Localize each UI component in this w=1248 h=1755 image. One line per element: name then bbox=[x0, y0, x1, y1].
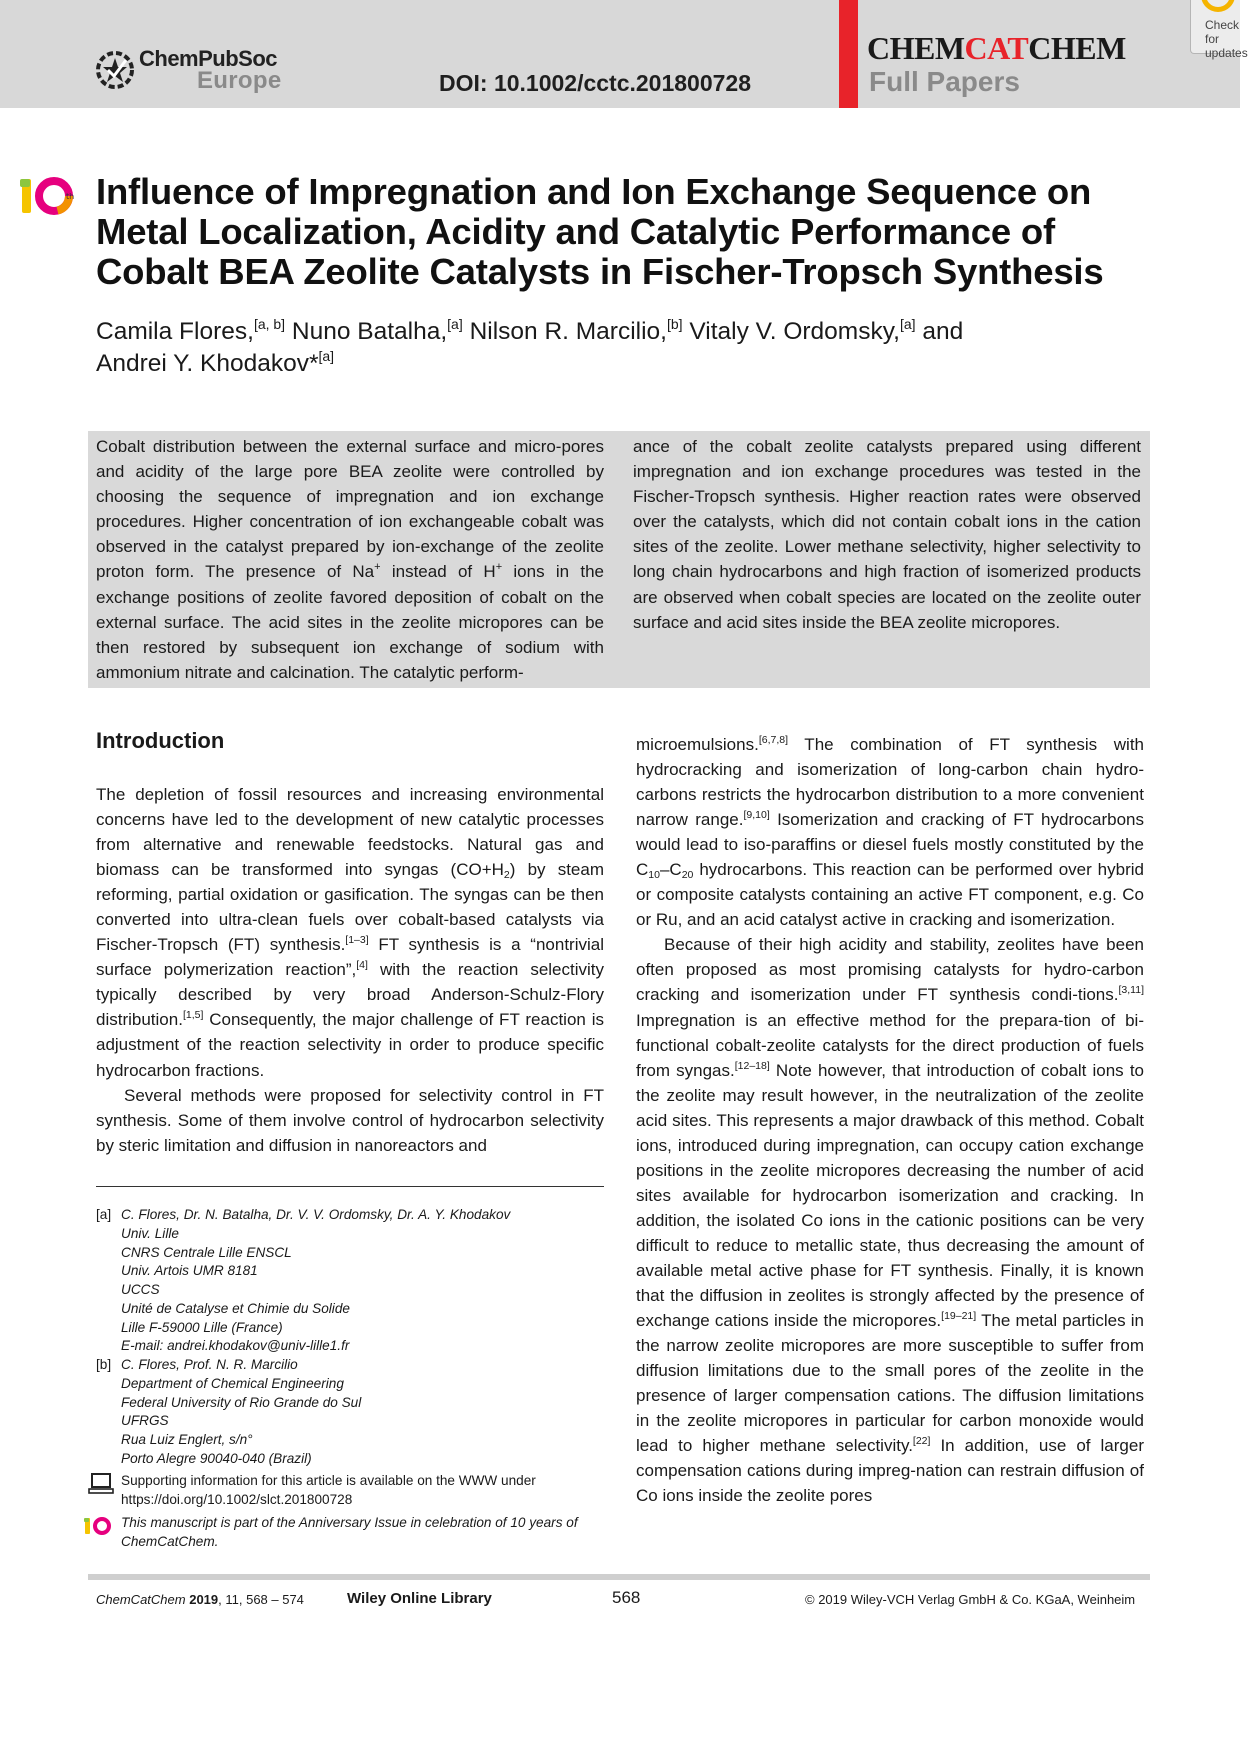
text: microemulsions. bbox=[636, 735, 759, 754]
subscript: 10 bbox=[648, 869, 660, 882]
affiliation-line: Univ. Artois UMR 8181 bbox=[121, 1263, 258, 1279]
text: The metal particles in the narrow zeolite micropores are more susceptible to suffer from diffusion limitations due to the small pores of the zeolite in the presence of larger compensation cations. The diffusion limitations in the zeolite micropores in particular for carbon monoxide would lead to higher methane selectivity. bbox=[636, 1311, 1144, 1456]
text: The depletion of fossil resources and increasing environmental concerns have led to the development of new catalytic processes from alternative and renewable feedstocks. Natural gas and biomass can be transformed into syngas (CO+H bbox=[96, 785, 604, 880]
author: Nuno Batalha, bbox=[291, 318, 448, 345]
brand-sub: Europe bbox=[197, 67, 282, 94]
abstract-left-column bbox=[96, 434, 604, 685]
anniversary-text: This manuscript is part of the Anniversary Issue in celebration of 10 years of ChemCatChem. bbox=[121, 1515, 578, 1549]
affiliation-line: UCCS bbox=[121, 1282, 160, 1297]
wiley-online-library-link[interactable]: Wiley Online Library bbox=[347, 1590, 492, 1607]
doi[interactable]: DOI: 10.1002/cctc.201800728 bbox=[439, 70, 752, 96]
accent-bar bbox=[839, 0, 858, 108]
supporting-info-note bbox=[96, 1472, 606, 1510]
affiliation-line: C. Flores, Dr. N. Batalha, Dr. V. V. Ordomsky, Dr. A. Y. Khodakov bbox=[121, 1207, 511, 1222]
text: Isomerization and cracking of FT hydrocarbons would lead to iso-paraffins or diesel fuels mostly constituted by the C bbox=[636, 810, 1145, 880]
abstract-text: Cobalt distribution between the external surface and micro-pores and acidity of the large pore BEA zeolite were controlled by choosing the sequence of impregnation and ion exchange procedures. Higher concentration of ion exchangeable cobalt was observed in the catalyst prepared by ion-exchange of the zeolite proton form. The presence of Na bbox=[96, 437, 604, 582]
section-label: Full Papers bbox=[869, 66, 1020, 97]
citation[interactable]: [9,10] bbox=[743, 809, 770, 822]
copyright: © 2019 Wiley-VCH Verlag GmbH & Co. KGaA, Weinheim bbox=[805, 1592, 1136, 1607]
text: –C bbox=[659, 860, 682, 880]
page-number: 568 bbox=[612, 1588, 641, 1607]
author: Andrei Y. Khodakov* bbox=[96, 350, 319, 377]
anniversary-10-icon bbox=[20, 176, 80, 216]
affiliation-line: C. Flores, Prof. N. R. Marcilio bbox=[121, 1357, 298, 1372]
affiliation-tag: [a] bbox=[96, 1207, 112, 1222]
text: with the reaction selectivity typically described by very broad Anderson-Schulz-Flory distribution. bbox=[96, 960, 605, 1030]
author-affiliation: [b] bbox=[666, 316, 683, 332]
author: Nilson R. Marcilio, bbox=[469, 318, 667, 345]
paragraph bbox=[96, 782, 604, 1083]
footer-citation bbox=[96, 1592, 304, 1607]
text: Note however, that introduction of cobalt ions to the zeolite may result however, in the neutralization of the zeolite acid sites. This represents a major drawback of this method. Cobalt ions, introduced during impregnation, can occupy cation exchange positions in the zeolite micropores decreasing the number of acid sites available for hydrocarbon isomerization and cracking. In addition, the isolated Co ions in the cationic positions can be very difficult to reduce to metallic state, thus decreasing the amount of available metal active phase for FT synthesis. Finally, it is known that the diffusion in zeolites is strongly affected by the presence of exchange cations inside the micropores. bbox=[636, 1060, 1144, 1331]
journal-title[interactable] bbox=[867, 30, 1126, 67]
anniversary-note bbox=[96, 1514, 606, 1552]
email-link[interactable]: E-mail: andrei.khodakov@univ-lille1.fr bbox=[121, 1338, 350, 1354]
abstract-text: instead of H bbox=[380, 562, 496, 582]
citation[interactable]: [22] bbox=[912, 1435, 931, 1448]
affiliation-line: Univ. Lille bbox=[121, 1225, 179, 1241]
citation[interactable]: [19–21] bbox=[941, 1310, 977, 1323]
author-affiliation: [a, b] bbox=[253, 316, 286, 332]
author: Camila Flores, bbox=[96, 318, 254, 345]
superscript: + bbox=[495, 561, 503, 574]
check-updates-label: Check for updates bbox=[1205, 18, 1248, 60]
citation[interactable]: [4] bbox=[356, 959, 368, 972]
affiliation-a bbox=[96, 1206, 606, 1356]
author-affiliation: [a] bbox=[318, 348, 335, 364]
author-affiliation: [a] bbox=[899, 316, 916, 332]
footer-journal: ChemCatChem bbox=[96, 1592, 186, 1607]
chempubsoc-star-icon bbox=[95, 48, 139, 92]
author-affiliation: [a] bbox=[447, 316, 463, 332]
anniversary-10-icon bbox=[84, 1516, 116, 1536]
footer-year: 2019 bbox=[189, 1592, 219, 1607]
check-for-updates-button[interactable] bbox=[1190, 0, 1248, 60]
brand-name: ChemPubSoc bbox=[139, 46, 278, 71]
text: hydrocarbons. This reaction can be performed over hybrid or composite catalysts containing an active FT component, e.g. Co or Ru, and an acid catalyst active in cracking and isomerization. bbox=[636, 860, 1144, 930]
journal-title-part2: CAT bbox=[964, 30, 1029, 66]
text: Because of their high acidity and stability, zeolites have been often proposed as most promising catalysts for hydro-carbon cracking and isomerization under FT synthesis condi-tions. bbox=[636, 935, 1144, 1005]
computer-icon bbox=[88, 1473, 114, 1495]
affiliation-line: Lille F-59000 Lille (France) bbox=[121, 1319, 283, 1335]
author-conjunction: and bbox=[922, 318, 964, 345]
abstract-right-column: ance of the cobalt zeolite catalysts prepared using different impregnation and ion exchange procedures was tested in the Fischer-Tropsch synthesis. Higher reaction rates were observed over the catalysts, which did not contain cobalt ions in the cation sites of the zeolite. Lower methane selectivity, higher selectivity to long chain hydrocarbons and high fraction of isomerized products are observed when cobalt species are located on the zeolite outer surface and acid sites inside the BEA zeolite micropores. bbox=[633, 437, 1141, 632]
article-title: Influence of Impregnation and Ion Exchange Sequence on Metal Localization, Acidity and Catalytic Performance of Cobalt BEA Zeolite Catalysts in Fischer-Tropsch Synthesis bbox=[96, 171, 1104, 292]
chempubsoc-logo[interactable] bbox=[95, 44, 295, 100]
subscript: 20 bbox=[681, 869, 694, 882]
author: Vitaly V. Ordomsky, bbox=[689, 318, 900, 345]
footnote-divider bbox=[96, 1186, 604, 1187]
affiliation-line: Porto Alegre 90040-040 (Brazil) bbox=[121, 1450, 312, 1466]
supporting-info-link[interactable]: Supporting information for this article is available on the WWW under https://doi.org/10.1002/slct.201800728 bbox=[121, 1473, 536, 1507]
text: Consequently, the major challenge of FT reaction is adjustment of the reaction selectivity in order to produce specific hydrocarbon fractions. bbox=[96, 1010, 604, 1080]
affiliation-tag: [b] bbox=[96, 1357, 112, 1372]
section-heading-introduction: Introduction bbox=[96, 728, 225, 753]
affiliation-line: Federal University of Rio Grande do Sul bbox=[121, 1394, 362, 1410]
affiliation-line: CNRS Centrale Lille ENSCL bbox=[121, 1244, 292, 1260]
journal-title-part3: CHEM bbox=[1028, 30, 1126, 66]
text: ) by steam reforming, partial oxidation or gasification. The syngas can be then converted into ultra-clean fuels over cobalt-based catalysts via Fischer-Tropsch (FT) synthesis. bbox=[96, 860, 604, 955]
text: The combination of FT synthesis with hydrocracking and isomerization of long-carbon chain hydro-carbons restricts the hydrocarbon distribution to a more convenient narrow range. bbox=[636, 735, 1144, 830]
body-right-column bbox=[636, 732, 1144, 1508]
text: FT synthesis is a “nontrivial surface polymerization reaction”, bbox=[96, 935, 605, 980]
footer-volume-pages: , 11, 568 – 574 bbox=[218, 1592, 304, 1607]
abstract-text: ions in the exchange positions of zeolite favored deposition of cobalt on the external surface. The acid sites in the zeolite micropores can be then restored by subsequent ion exchange of sodium with ammonium nitrate and calcination. The catalytic perform- bbox=[96, 562, 604, 682]
body-left-column bbox=[96, 782, 604, 1158]
paragraph bbox=[636, 932, 1144, 1508]
affiliation-line: Department of Chemical Engineering bbox=[121, 1375, 344, 1391]
superscript: + bbox=[374, 561, 381, 574]
affiliation-b bbox=[96, 1356, 606, 1469]
subscript: 2 bbox=[503, 869, 510, 882]
citation[interactable]: [12–18] bbox=[734, 1059, 770, 1072]
text: In addition, use of larger compensation cations during impreg-nation can restrain diffusion of Co ions inside the zeolite pores bbox=[636, 1436, 1144, 1506]
paragraph: Several methods were proposed for selectivity control in FT synthesis. Some of them involve control of hydrocarbon selectivity by steric limitation and diffusion in nanoreactors and bbox=[96, 1085, 604, 1155]
citation[interactable]: [1,5] bbox=[182, 1009, 204, 1022]
footer-divider bbox=[88, 1574, 1150, 1580]
citation[interactable]: [6,7,8] bbox=[758, 734, 789, 746]
svg-text:th: th bbox=[66, 192, 75, 201]
text: Impregnation is an effective method for the prepara-tion of bi-functional cobalt-zeolite catalysts for the direct production of fuels from syngas. bbox=[636, 1010, 1144, 1080]
citation[interactable]: [3,11] bbox=[1118, 984, 1144, 997]
affiliation-line: Rua Luiz Englert, s/n° bbox=[121, 1432, 253, 1447]
paragraph bbox=[636, 732, 1144, 932]
citation[interactable]: [1–3] bbox=[345, 934, 369, 947]
affiliations bbox=[96, 1206, 606, 1469]
affiliation-line: Unité de Catalyse et Chimie du Solide bbox=[121, 1300, 350, 1316]
author-list bbox=[96, 316, 1096, 380]
journal-title-part1: CHEM bbox=[867, 30, 965, 66]
abstract-box bbox=[88, 431, 1150, 688]
affiliation-line: UFRGS bbox=[121, 1413, 169, 1429]
check-updates-icon bbox=[1201, 0, 1235, 12]
